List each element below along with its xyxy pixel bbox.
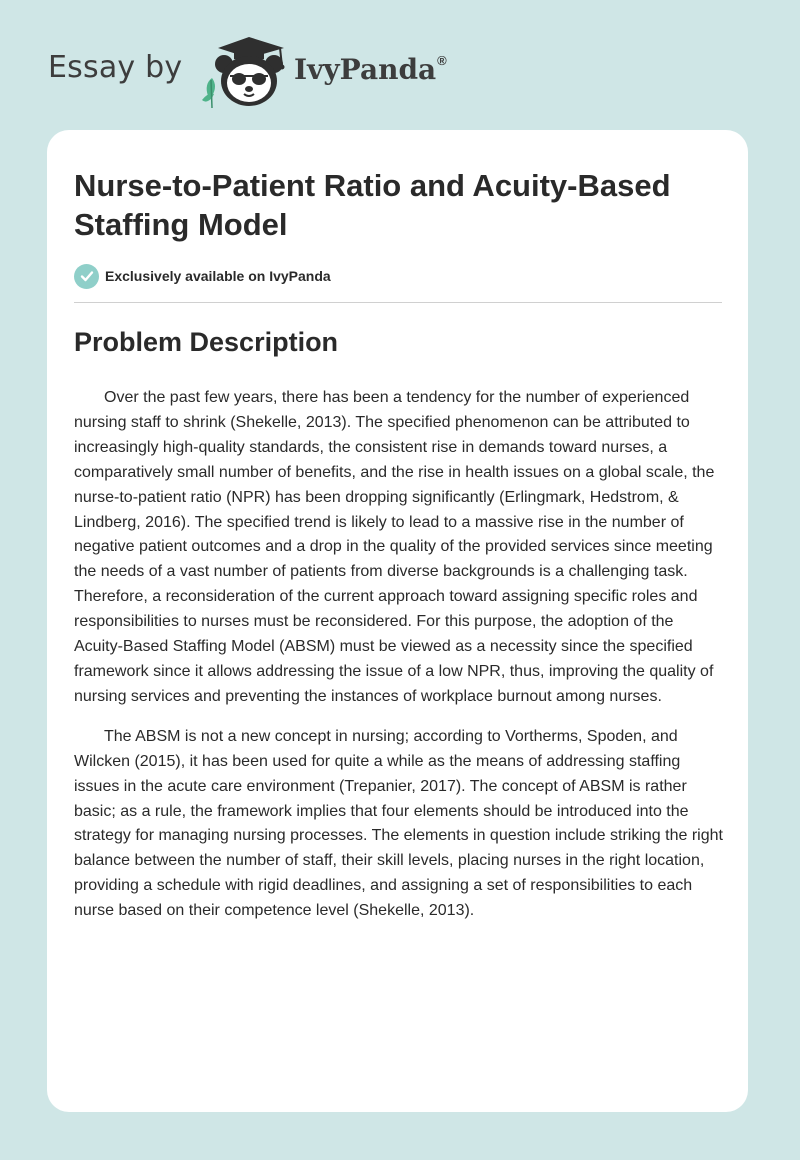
- article-body: [74, 386, 724, 939]
- registered-mark: ®: [437, 52, 447, 68]
- paragraph: The ABSM is not a new concept in nursing; according to Vortherms, Spoden, and Wilcken (2015), it has been used for quite a while as the means of addressing staffing issues in the acute care environment (Trepanier, 2017). The concept of ABSM is rather basic; as a rule, the framework implies that four elements should be introduced into the strategy for managing nursing processes. The elements in question include striking the right balance between the number of staff, their skill levels, placing nurses in the right location, providing a schedule with rigid deadlines, and assigning a set of responsibilities to each nurse based on their competence level (Shekelle, 2013).: [74, 727, 723, 920]
- divider: [74, 302, 722, 303]
- panda-logo-icon[interactable]: [200, 34, 298, 110]
- essay-by-label: Essay by: [48, 50, 183, 85]
- site-header: [48, 34, 508, 110]
- brand-name[interactable]: IvyPanda®: [294, 52, 447, 86]
- exclusive-badge-label: Exclusively available on IvyPanda: [105, 268, 331, 284]
- section-heading: Problem Description: [74, 327, 339, 357]
- check-icon: [74, 264, 99, 289]
- article-card: [47, 130, 748, 1112]
- exclusive-badge: [74, 263, 331, 289]
- page-title: Nurse-to-Patient Ratio and Acuity-Based Staffing Model: [74, 168, 671, 242]
- paragraph: Over the past few years, there has been a tendency for the number of experienced nursing staff to shrink (Shekelle, 2013). The specified phenomenon can be attributed to increasingly high-quality standards, the consistent rise in demands toward nurses, a comparatively small number of benefits, and the rise in health issues on a global scale, the nurse-to-patient ratio (NPR) has been dropping significantly (Erlingmark, Hedstrom, & Lindberg, 2016). The specified trend is likely to lead to a massive rise in the number of negative patient outcomes and a drop in the quality of the provided services since meeting the needs of a vast number of patients from diverse backgrounds is a challenging task. Therefore, a reconsideration of the current approach toward assigning specific roles and responsibilities to nurses must be reconsidered. For this purpose, the adoption of the Acuity-Based Staffing Model (ABSM) must be viewed as a necessity since the specified framework since it allows addressing the issue of a low NPR, thus, improving the quality of nursing services and preventing the instances of workplace burnout among nurses.: [74, 389, 715, 705]
